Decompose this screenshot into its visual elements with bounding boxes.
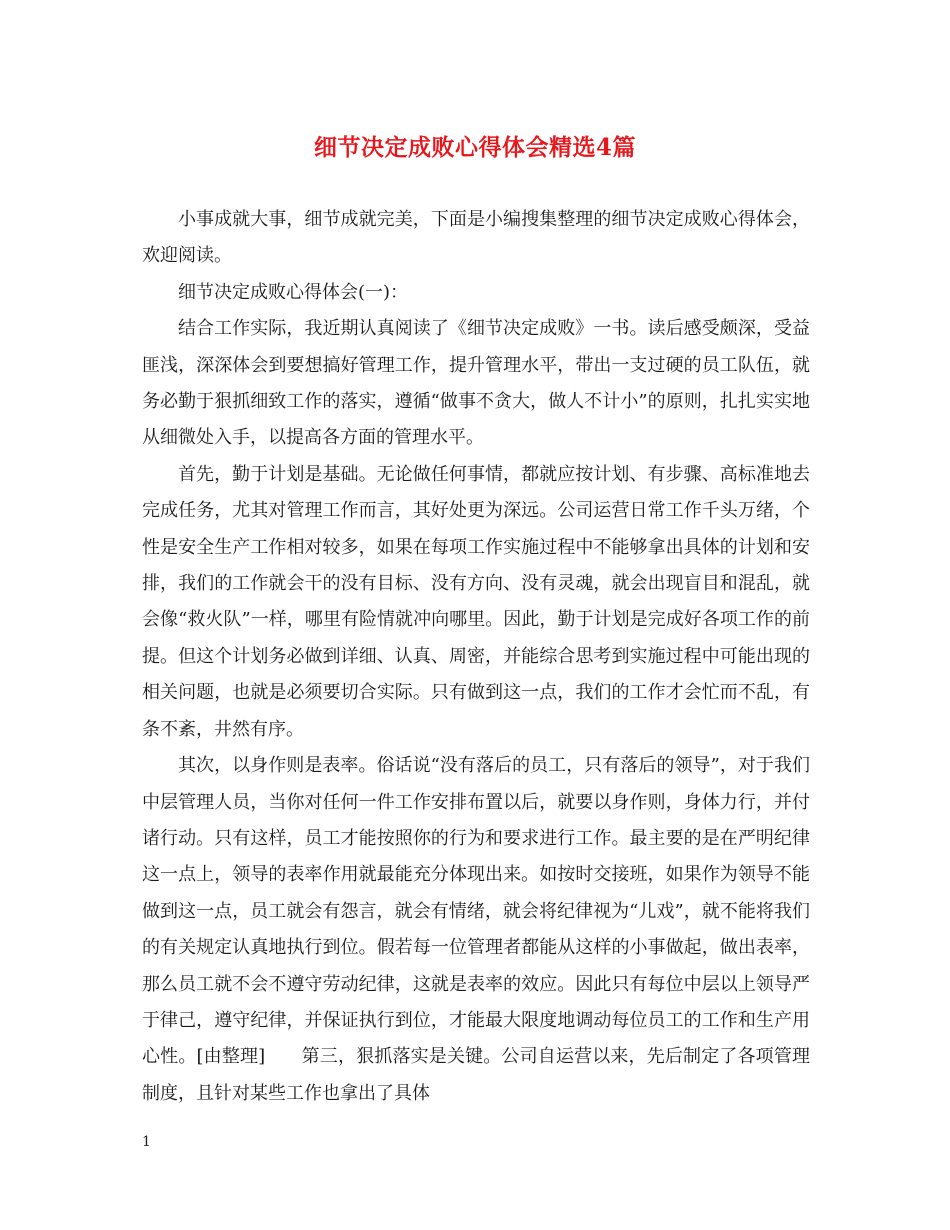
body-paragraph: 首先，勤于计划是基础。无论做任何事情，都就应按计划、有步骤、高标准地去完成任务，尤其对管理工作而言，其好处更为深远。公司运营日常工作千头万绪，个性是安全生产工作相对较多，如果在每项工作实施过程中不能够拿出具体的计划和安排，我们的工作就会干的没有目标、没有方向、没有灵魂，就会出现盲目和混乱，就会像“救火队”一样，哪里有险情就冲向哪里。因此，勤于计划是完成好各项工作的前提。但这个计划务必做到详细、认真、周密，并能综合思考到实施过程中可能出现的相关问题，也就是必须要切合实际。只有做到这一点，我们的工作才会忙而不乱，有条不紊，井然有序。: [142, 463, 810, 740]
section-heading: 细节决定成败心得体会(一)：: [178, 281, 409, 303]
document-title: 细节决定成败心得体会精选4篇: [313, 134, 636, 161]
body-paragraph: 其次，以身作则是表率。俗话说“没有落后的员工，只有落后的领导”，对于我们中层管理人员，当你对任何一件工作安排布置以后，就要以身作则，身体力行，并付诸行动。只有这样，员工才能按照你的行为和要求进行工作。最主要的是在严明纪律这一点上，领导的表率作用就最能充分体现出来。如按时交接班，如果作为领导不能做到这一点，员工就会有怨言，就会有情绪，就会将纪律视为“儿戏”，就不能将我们的有关规定认真地执行到位。假若每一位管理者都能从这样的小事做起，做出表率，那么员工就不会不遵守劳动纪律，这就是表率的效应。因此只有每位中层以上领导严于律己，遵守纪律，并保证执行到位，才能最大限度地调动每位员工的工作和生产用心性。[由整理] 第三，狠抓落实是关键。公司自运营以来，先后制定了各项管理制度，且针对某些工作也拿出了具体: [142, 755, 810, 1104]
document-body: [142, 202, 810, 1112]
body-paragraph: 结合工作实际，我近期认真阅读了《细节决定成败》一书。读后感受颇深，受益匪浅，深深体会到要想搞好管理工作，提升管理水平，带出一支过硬的员工队伍，就务必勤于狠抓细致工作的落实，遵循“做事不贪大，做人不计小”的原则，扎扎实实地从细微处入手，以提高各方面的管理水平。: [142, 318, 810, 449]
page-number: 1: [142, 1134, 151, 1150]
intro-paragraph: 小事成就大事，细节成就完美，下面是小编搜集整理的细节决定成败心得体会，欢迎阅读。: [142, 209, 810, 267]
